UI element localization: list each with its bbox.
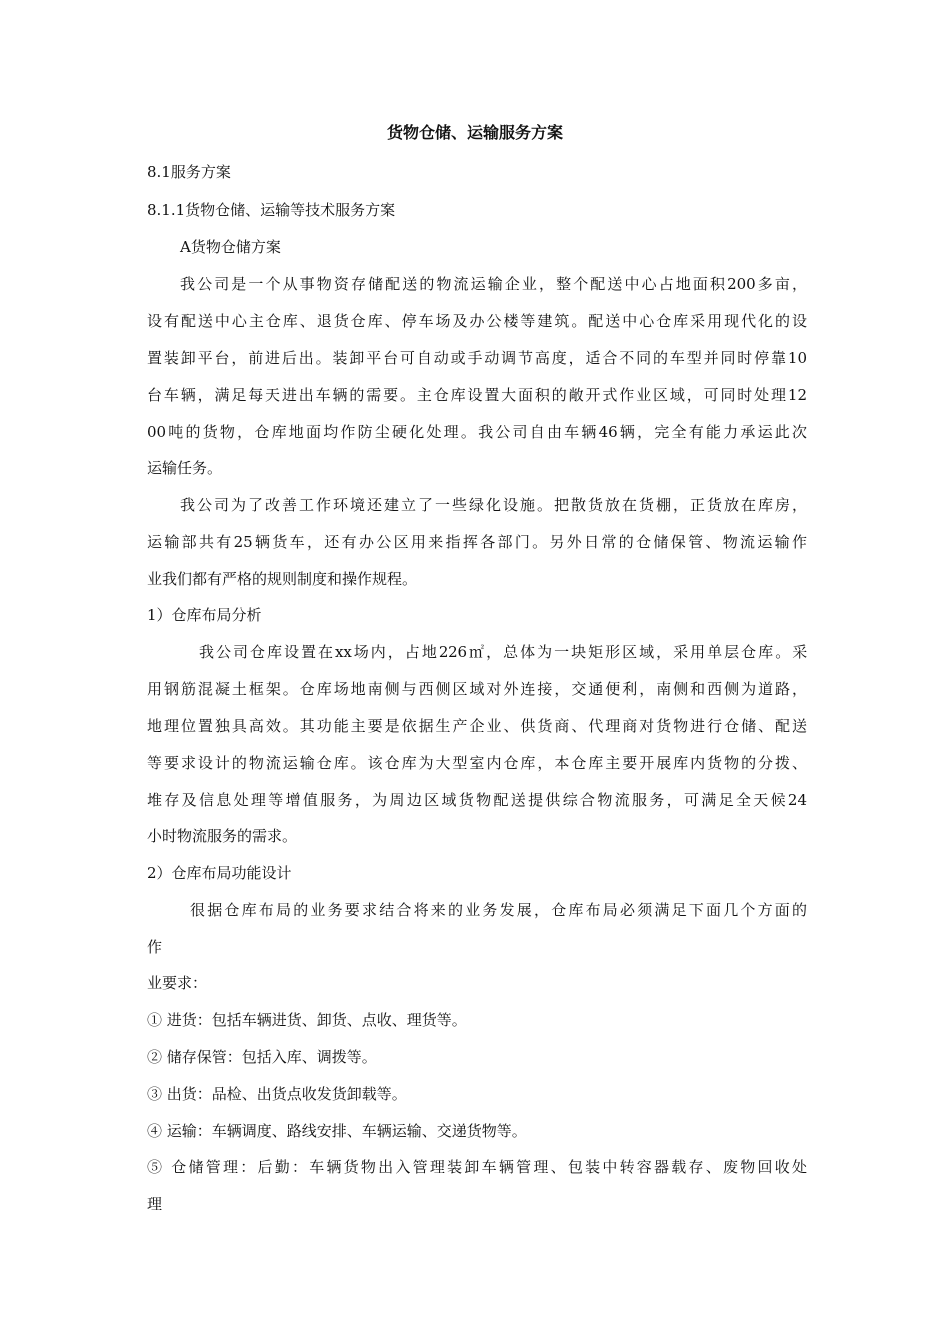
paragraph-line: 业我们都有严格的规则制度和操作规程。 [147,570,418,588]
paragraph-line: 运输任务。 [147,459,223,477]
paragraph-line: 我公司为了改善工作环境还建立了一些绿化设施。把散货放在货棚，正货放在库房， [180,496,807,514]
list-heading: 2）仓库布局功能设计 [147,864,292,882]
paragraph-line: 置装卸平台，前进后出。装卸平台可自动或手动调节高度，适合不同的车型并同时停靠10 [147,349,807,367]
paragraph-line: 用钢筋混凝土框架。仓库场地南侧与西侧区域对外连接，交通便利，南侧和西侧为道路， [147,680,807,698]
paragraph-line: 业要求： [147,974,208,992]
paragraph-line: 地理位置独具高效。其功能主要是依据生产企业、供货商、代理商对货物进行仓储、配送 [147,717,807,735]
list-item: ④ 运输：车辆调度、路线安排、车辆运输、交递货物等。 [147,1122,527,1140]
section-heading: 8.1服务方案 [147,163,231,181]
subsection-a-heading: A货物仓储方案 [180,238,281,256]
paragraph-line: 00吨的货物，仓库地面均作防尘硬化处理。我公司自由车辆46辆，完全有能力承运此次 [147,423,807,441]
list-item: ② 储存保管：包括入库、调拨等。 [147,1048,377,1066]
paragraph-line: 很据仓库布局的业务要求结合将来的业务发展，仓库布局必须满足下面几个方面的 [190,901,807,919]
subsection-heading: 8.1.1货物仓储、运输等技术服务方案 [147,201,396,219]
document-title: 货物仓储、运输服务方案 [386,123,563,142]
paragraph-line: 我公司是一个从事物资存储配送的物流运输企业，整个配送中心占地面积200多亩， [180,275,807,293]
list-item: ① 进货：包括车辆进货、卸货、点收、理货等。 [147,1011,467,1029]
list-item: ⑤ 仓储管理：后勤：车辆货物出入管理装卸车辆管理、包装中转容器载存、废物回收处 [147,1158,807,1176]
paragraph-line: 作 [147,938,163,956]
paragraph-line: 小时物流服务的需求。 [147,827,298,845]
list-heading: 1）仓库布局分析 [147,606,262,624]
paragraph-line: 运输部共有25辆货车，还有办公区用来指挥各部门。另外日常的仓储保管、物流运输作 [147,533,807,551]
paragraph-line: 台车辆，满足每天进出车辆的需要。主仓库设置大面积的敞开式作业区域，可同时处理12 [147,386,807,404]
list-item: 理 [147,1195,163,1213]
list-item: ③ 出货：品检、出货点收发货卸载等。 [147,1085,407,1103]
paragraph-line: 设有配送中心主仓库、退货仓库、停车场及办公楼等建筑。配送中心仓库采用现代化的设 [147,312,807,330]
paragraph-line: 我公司仓库设置在xx场内，占地226㎡，总体为一块矩形区域，采用单层仓库。采 [199,643,807,661]
paragraph-line: 等要求设计的物流运输仓库。该仓库为大型室内仓库，本仓库主要开展库内货物的分拨、 [147,754,807,772]
paragraph-line: 堆存及信息处理等增值服务，为周边区域货物配送提供综合物流服务，可满足全天候24 [147,791,807,809]
